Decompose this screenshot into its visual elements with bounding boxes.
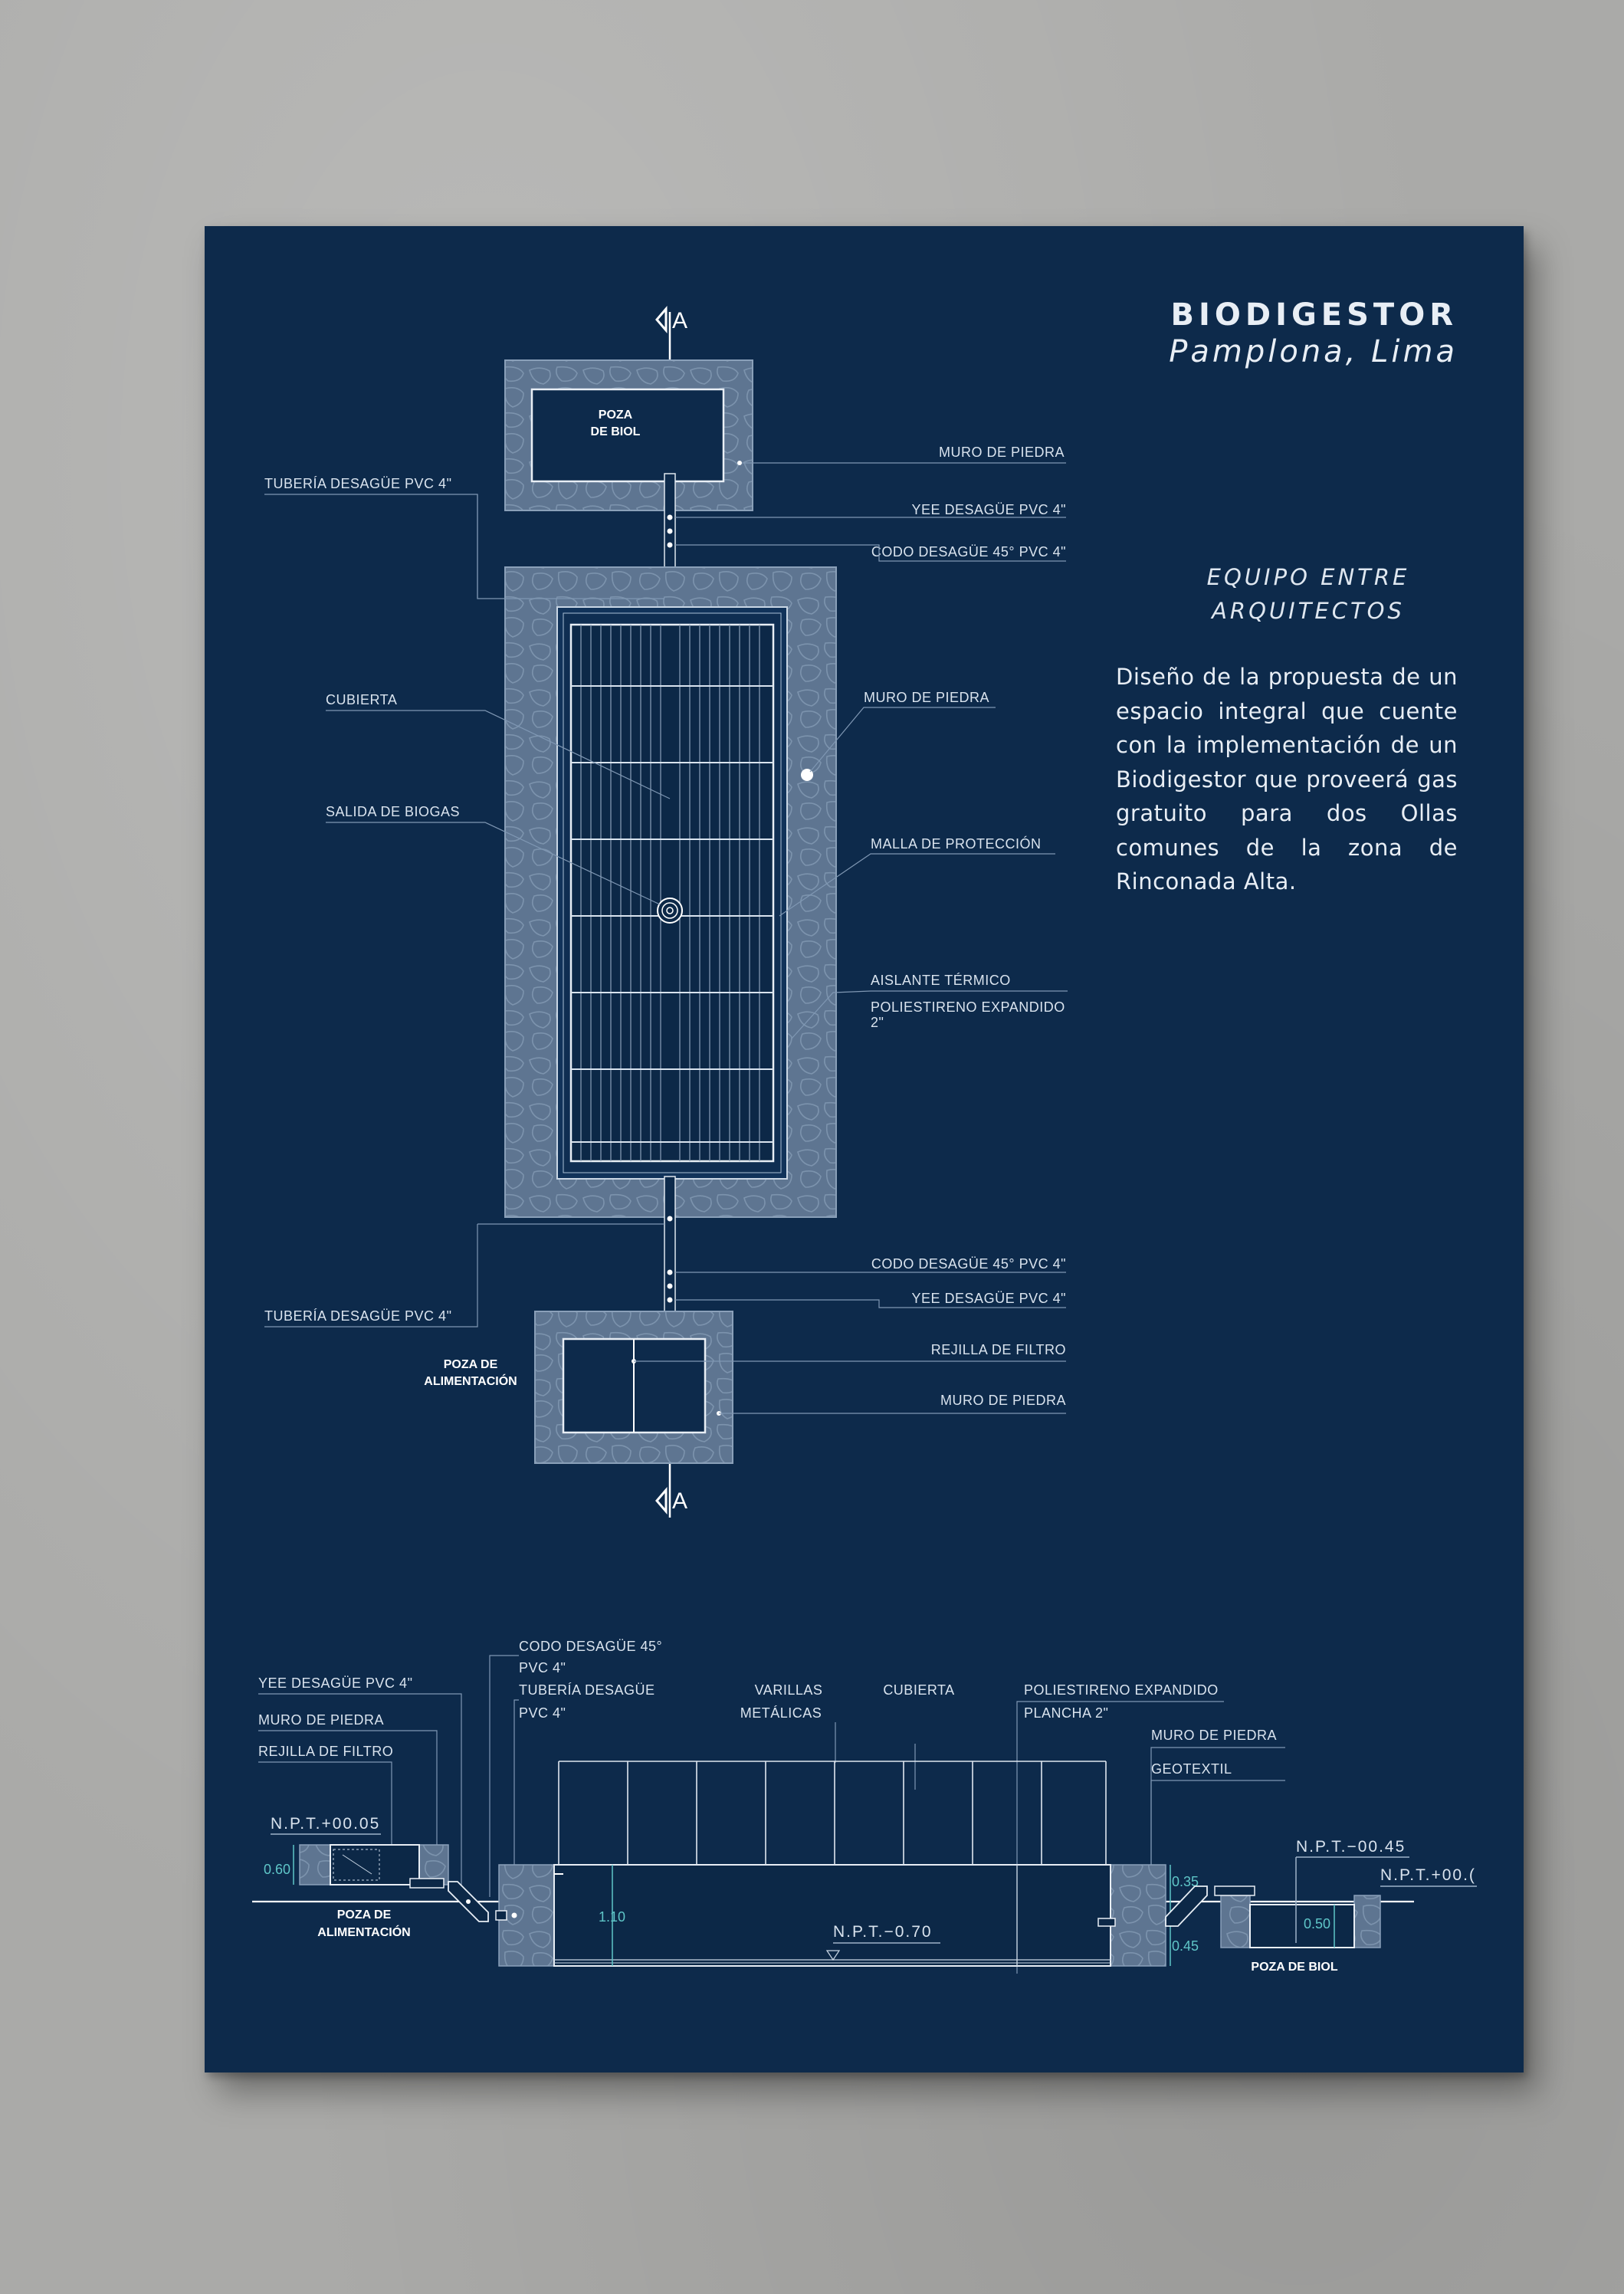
poza-biol-label-1: POZA — [598, 409, 633, 422]
label-muro-mid: MURO DE PIEDRA — [864, 690, 990, 705]
sec-label-muro-right: MURO DE PIEDRA — [1151, 1728, 1278, 1743]
biogas-outlet — [658, 898, 682, 923]
sec-label-tuberia-2: PVC 4" — [519, 1705, 566, 1721]
section-marker-top — [657, 308, 687, 333]
blueprint-poster — [205, 226, 1524, 2072]
label-cubierta: CUBIERTA — [326, 692, 398, 707]
label-malla: MALLA DE PROTECCIÓN — [871, 836, 1042, 852]
section-marker-label: A — [672, 1488, 688, 1514]
dim-050: 0.50 — [1304, 1916, 1331, 1931]
label-yee-top: YEE DESAGÜE PVC 4" — [911, 502, 1066, 517]
sec-label-varillas-1: VARILLAS — [754, 1682, 823, 1698]
sec-label-codo-2: PVC 4" — [519, 1660, 566, 1675]
sec-label-rejilla: REJILLA DE FILTRO — [258, 1744, 394, 1759]
dim-110: 1.10 — [599, 1909, 626, 1925]
poza-de-alimentacion — [424, 1311, 733, 1463]
label-codo-bottom: CODO DESAGÜE 45° PVC 4" — [871, 1256, 1066, 1272]
poza-de-biol — [505, 360, 753, 510]
sec-poza-alim-2: ALIMENTACIÓN — [317, 1926, 411, 1939]
title-subtitle: Pamplona, Lima — [1169, 334, 1458, 369]
dim-045: 0.45 — [1172, 1938, 1199, 1954]
label-yee-bottom: YEE DESAGÜE PVC 4" — [911, 1291, 1066, 1306]
plan-view — [264, 308, 1068, 1518]
dim-060: 0.60 — [264, 1862, 291, 1877]
label-poliestireno: POLIESTIRENO EXPANDIDO — [871, 999, 1065, 1015]
sec-label-varillas-2: METÁLICAS — [740, 1705, 822, 1721]
sec-label-poli-2: PLANCHA 2" — [1024, 1705, 1109, 1721]
label-tuberia-top: TUBERÍA DESAGÜE PVC 4" — [264, 476, 452, 491]
sec-label-geotextil: GEOTEXTIL — [1151, 1761, 1232, 1777]
dim-035: 0.35 — [1172, 1874, 1199, 1889]
sec-poza-biol: POZA DE BIOL — [1251, 1961, 1338, 1974]
sec-label-yee: YEE DESAGÜE PVC 4" — [258, 1675, 413, 1691]
label-rejilla: REJILLA DE FILTRO — [930, 1342, 1066, 1357]
label-muro-bottom: MURO DE PIEDRA — [940, 1393, 1066, 1408]
level-npt-right: N.P.T.−00.45 — [1296, 1838, 1406, 1856]
title-main: BIODIGESTOR — [1170, 297, 1458, 333]
section-poza-biol — [1215, 1838, 1477, 1974]
level-npt-left: N.P.T.+00.05 — [271, 1815, 381, 1833]
section-view — [252, 1639, 1477, 1974]
poza-alim-label-2: ALIMENTACIÓN — [424, 1375, 517, 1388]
sec-label-tuberia-1: TUBERÍA DESAGÜE — [519, 1682, 655, 1698]
metal-rods — [559, 1761, 1106, 1865]
label-tuberia-bottom: TUBERÍA DESAGÜE PVC 4" — [264, 1308, 452, 1324]
sec-label-codo-1: CODO DESAGÜE 45° — [519, 1639, 663, 1654]
level-npt-bottom: N.P.T.−0.70 — [833, 1923, 933, 1941]
poza-alim-label-1: POZA DE — [443, 1358, 498, 1371]
label-salida-biogas: SALIDA DE BIOGAS — [326, 804, 461, 819]
sec-label-cubierta: CUBIERTA — [883, 1682, 955, 1698]
title-block — [1169, 297, 1458, 370]
section-marker-label: A — [672, 308, 688, 333]
sec-label-poli-1: POLIESTIRENO EXPANDIDO — [1024, 1682, 1219, 1698]
sec-label-muro-left: MURO DE PIEDRA — [258, 1712, 385, 1728]
label-codo-top: CODO DESAGÜE 45° PVC 4" — [871, 544, 1066, 560]
poza-biol-label-2: DE BIOL — [590, 425, 641, 438]
biodigester-drawing — [205, 226, 1524, 2072]
section-tank — [496, 1761, 1199, 1966]
label-muro-top: MURO DE PIEDRA — [938, 445, 1065, 460]
label-aislante: AISLANTE TÉRMICO — [871, 973, 1011, 988]
sec-poza-alim-1: POZA DE — [336, 1908, 392, 1922]
section-pipe-right — [1166, 1886, 1207, 1926]
label-poliestireno-size: 2" — [871, 1015, 884, 1030]
project-description: Diseño de la propuesta de un espacio integral que cuente con la implementación de un Biodigestor que proveerá gas gratuito para dos Ollas comunes de la zona de Rinconada Alta. — [1116, 664, 1458, 894]
section-marker-bottom — [657, 1488, 687, 1514]
level-npt-far-right: N.P.T.+00.( — [1380, 1866, 1476, 1884]
team-name: EQUIPO ENTRE ARQUITECTOS — [1206, 564, 1410, 624]
biodigester-body — [505, 567, 836, 1217]
section-poza-alimentacion — [264, 1815, 448, 1939]
